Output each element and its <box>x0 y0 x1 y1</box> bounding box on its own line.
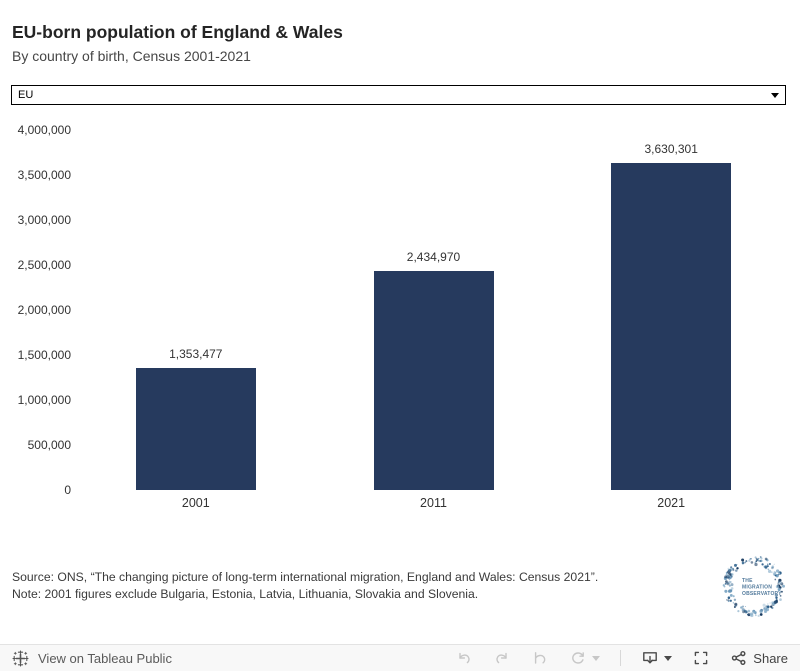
x-axis-label: 2001 <box>181 496 210 510</box>
source-note-line1: Source: ONS, “The changing picture of long-term international migration, England and Wales: Census 2021”. <box>12 570 599 584</box>
share-icon <box>730 649 748 667</box>
download-button[interactable] <box>641 649 672 667</box>
fullscreen-icon <box>692 649 710 667</box>
logo-text-line1: THE <box>742 578 753 584</box>
caret-down-icon <box>664 656 672 661</box>
download-icon <box>641 649 659 667</box>
redo-icon <box>493 649 511 667</box>
y-axis-tick: 0 <box>64 483 71 497</box>
view-on-tableau-public-link[interactable] <box>12 650 172 667</box>
y-axis-tick: 3,500,000 <box>17 168 71 182</box>
caret-down-icon <box>592 656 600 661</box>
filter-selected-value: EU <box>18 89 34 101</box>
view-on-tableau-public-label: View on Tableau Public <box>38 650 172 666</box>
source-note-line2: Note: 2001 figures exclude Bulgaria, Estonia, Latvia, Lithuania, Slovakia and Slovenia. <box>12 587 479 601</box>
bar-value-label: 1,353,477 <box>169 347 223 362</box>
undo-button[interactable] <box>455 649 473 667</box>
bar-2021[interactable] <box>611 163 731 490</box>
logo-text-line3: OBSERVATORY <box>742 591 782 597</box>
bar-2001[interactable] <box>136 368 256 490</box>
refresh-button[interactable] <box>569 649 600 667</box>
y-axis-tick: 500,000 <box>27 438 71 452</box>
logo-text-line2: MIGRATION <box>742 584 773 591</box>
toolbar-actions <box>455 649 788 667</box>
toolbar-divider <box>620 650 621 666</box>
y-axis-tick: 1,000,000 <box>17 393 71 407</box>
tableau-sparkle-icon <box>12 650 29 667</box>
y-axis-tick: 1,500,000 <box>17 348 71 362</box>
chart-title: EU-born population of England & Wales <box>12 22 343 42</box>
migration-observatory-logo <box>722 554 786 618</box>
y-axis-tick: 2,500,000 <box>17 258 71 272</box>
undo-icon <box>455 649 473 667</box>
redo-button[interactable] <box>493 649 511 667</box>
y-axis-tick: 2,000,000 <box>17 303 71 317</box>
chart-subtitle: By country of birth, Census 2001-2021 <box>12 48 251 64</box>
x-axis-label: 2021 <box>657 496 686 510</box>
replay-button[interactable] <box>531 649 549 667</box>
tableau-toolbar <box>0 644 800 671</box>
share-button[interactable] <box>730 649 788 667</box>
refresh-icon <box>569 649 587 667</box>
replay-icon <box>531 649 549 667</box>
share-label: Share <box>753 650 788 666</box>
bar-value-label: 3,630,301 <box>644 142 698 157</box>
x-axis-label: 2011 <box>420 496 447 510</box>
y-axis-tick: 4,000,000 <box>17 123 71 137</box>
fullscreen-button[interactable] <box>692 649 710 667</box>
bar-value-label: 2,434,970 <box>406 249 461 264</box>
bar-2011[interactable] <box>374 271 494 490</box>
y-axis-tick: 3,000,000 <box>17 213 71 227</box>
